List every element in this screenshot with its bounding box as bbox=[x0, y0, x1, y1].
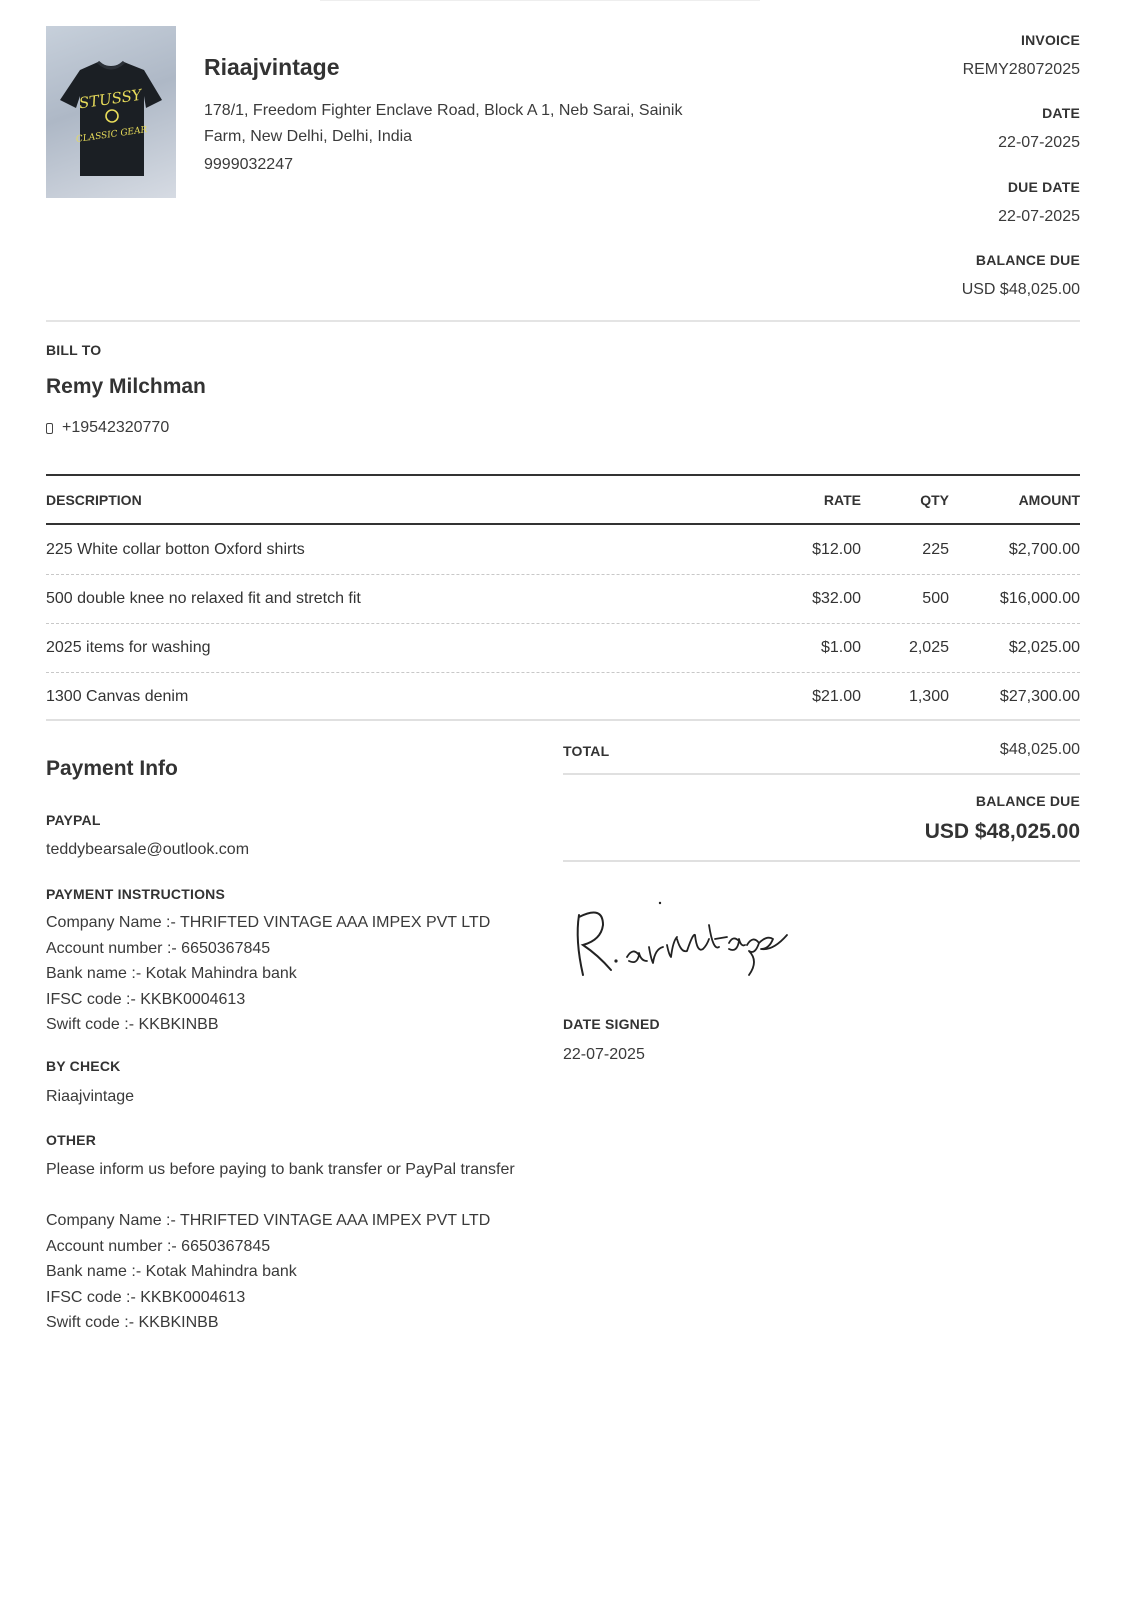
by-check-value: Riaajvintage bbox=[46, 1088, 135, 1105]
business-logo bbox=[46, 26, 176, 198]
totals-balance-due-amount: USD $48,025.00 bbox=[924, 820, 1080, 843]
row-rate: $12.00 bbox=[812, 541, 861, 558]
logo-text-bottom: CLASSIC GEAR bbox=[75, 125, 149, 145]
due-date-label: DUE DATE bbox=[1007, 179, 1080, 195]
row-qty: 225 bbox=[922, 541, 949, 558]
bill-to-phone: +19542320770 bbox=[62, 419, 170, 436]
date-block bbox=[998, 105, 1080, 152]
balance-due-label: BALANCE DUE bbox=[975, 252, 1080, 268]
column-header-amount: AMOUNT bbox=[1018, 492, 1080, 508]
business-address: 178/1, Freedom Fighter Enclave Road, Block A 1, Neb Sarai, Sainik Farm, New Delhi, Delhi, India bbox=[204, 102, 683, 145]
invoice-page bbox=[46, 0, 1080, 1600]
total-amount: $48,025.00 bbox=[999, 741, 1080, 758]
row-rate: $1.00 bbox=[820, 639, 861, 656]
row-qty: 2,025 bbox=[908, 639, 949, 656]
header-divider bbox=[46, 320, 1080, 322]
logo-text-top: STUSSY bbox=[77, 85, 143, 113]
total-label: TOTAL bbox=[563, 743, 610, 759]
date-label: DATE bbox=[1042, 105, 1080, 121]
table-row bbox=[46, 623, 1080, 672]
invoice-date: 22-07-2025 bbox=[998, 134, 1080, 151]
totals-balance-due-label: BALANCE DUE bbox=[975, 793, 1080, 809]
row-description: 2025 items for washing bbox=[46, 639, 211, 656]
balance-due-amount: USD $48,025.00 bbox=[961, 281, 1080, 298]
invoice-number-block bbox=[963, 32, 1080, 79]
due-date: 22-07-2025 bbox=[998, 208, 1080, 225]
row-description: 225 White collar botton Oxford shirts bbox=[46, 541, 305, 558]
mobile-phone-icon bbox=[46, 423, 53, 434]
business-name: Riaajvintage bbox=[204, 54, 340, 80]
invoice-label: INVOICE bbox=[1021, 32, 1080, 48]
date-signed-label: DATE SIGNED bbox=[563, 1016, 660, 1032]
row-amount: $27,300.00 bbox=[999, 688, 1080, 705]
row-qty: 500 bbox=[922, 590, 949, 607]
business-phone: 9999032247 bbox=[204, 156, 293, 173]
column-header-qty: QTY bbox=[920, 492, 949, 508]
invoice-number: REMY28072025 bbox=[962, 61, 1080, 78]
table-row bbox=[46, 574, 1080, 623]
balance-due-divider bbox=[563, 860, 1080, 862]
payment-info-heading: Payment Info bbox=[46, 757, 178, 780]
row-amount: $2,025.00 bbox=[1008, 639, 1080, 656]
row-rate: $32.00 bbox=[812, 590, 861, 607]
column-header-description: DESCRIPTION bbox=[46, 492, 142, 508]
table-row bbox=[46, 672, 1080, 721]
total-divider bbox=[563, 773, 1080, 775]
row-description: 500 double knee no relaxed fit and stretch fit bbox=[46, 590, 361, 607]
row-amount: $2,700.00 bbox=[1008, 541, 1080, 558]
other-text: Please inform us before paying to bank transfer or PayPal transfer Company Name :- THRIFTED VINTAGE AAA IMPEX PVT LTD Account number :- 6650367845 Bank name :- Kotak Mahindra bank IFSC code :- KKBK0004613 Swift code :- KKBKINBB bbox=[46, 1161, 515, 1331]
handwritten-signature bbox=[563, 895, 813, 985]
due-date-block bbox=[998, 179, 1080, 226]
column-header-rate: RATE bbox=[823, 492, 861, 508]
row-description: 1300 Canvas denim bbox=[46, 688, 189, 705]
by-check-label: BY CHECK bbox=[46, 1058, 121, 1074]
date-signed-value: 22-07-2025 bbox=[563, 1046, 645, 1063]
bill-to-label: BILL TO bbox=[46, 342, 102, 358]
bill-to-name: Remy Milchman bbox=[46, 375, 206, 398]
row-qty: 1,300 bbox=[908, 688, 949, 705]
paypal-email: teddybearsale@outlook.com bbox=[46, 841, 250, 858]
paypal-label: PAYPAL bbox=[46, 812, 101, 828]
tshirt-logo-image bbox=[46, 26, 176, 198]
other-label: OTHER bbox=[46, 1132, 96, 1148]
table-bottom-rule bbox=[46, 719, 1080, 721]
row-rate: $21.00 bbox=[812, 688, 861, 705]
payment-instructions-label: PAYMENT INSTRUCTIONS bbox=[46, 886, 226, 902]
table-top-rule bbox=[46, 474, 1080, 476]
balance-due-block bbox=[962, 252, 1080, 299]
row-amount: $16,000.00 bbox=[999, 590, 1080, 607]
table-row bbox=[46, 525, 1080, 574]
bill-to-phone-row bbox=[46, 419, 169, 437]
payment-instructions-text: Company Name :- THRIFTED VINTAGE AAA IMPEX PVT LTD Account number :- 6650367845 Bank name :- Kotak Mahindra bank IFSC code :- KKBK0004613 Swift code :- KKBKINBB bbox=[46, 914, 491, 1033]
